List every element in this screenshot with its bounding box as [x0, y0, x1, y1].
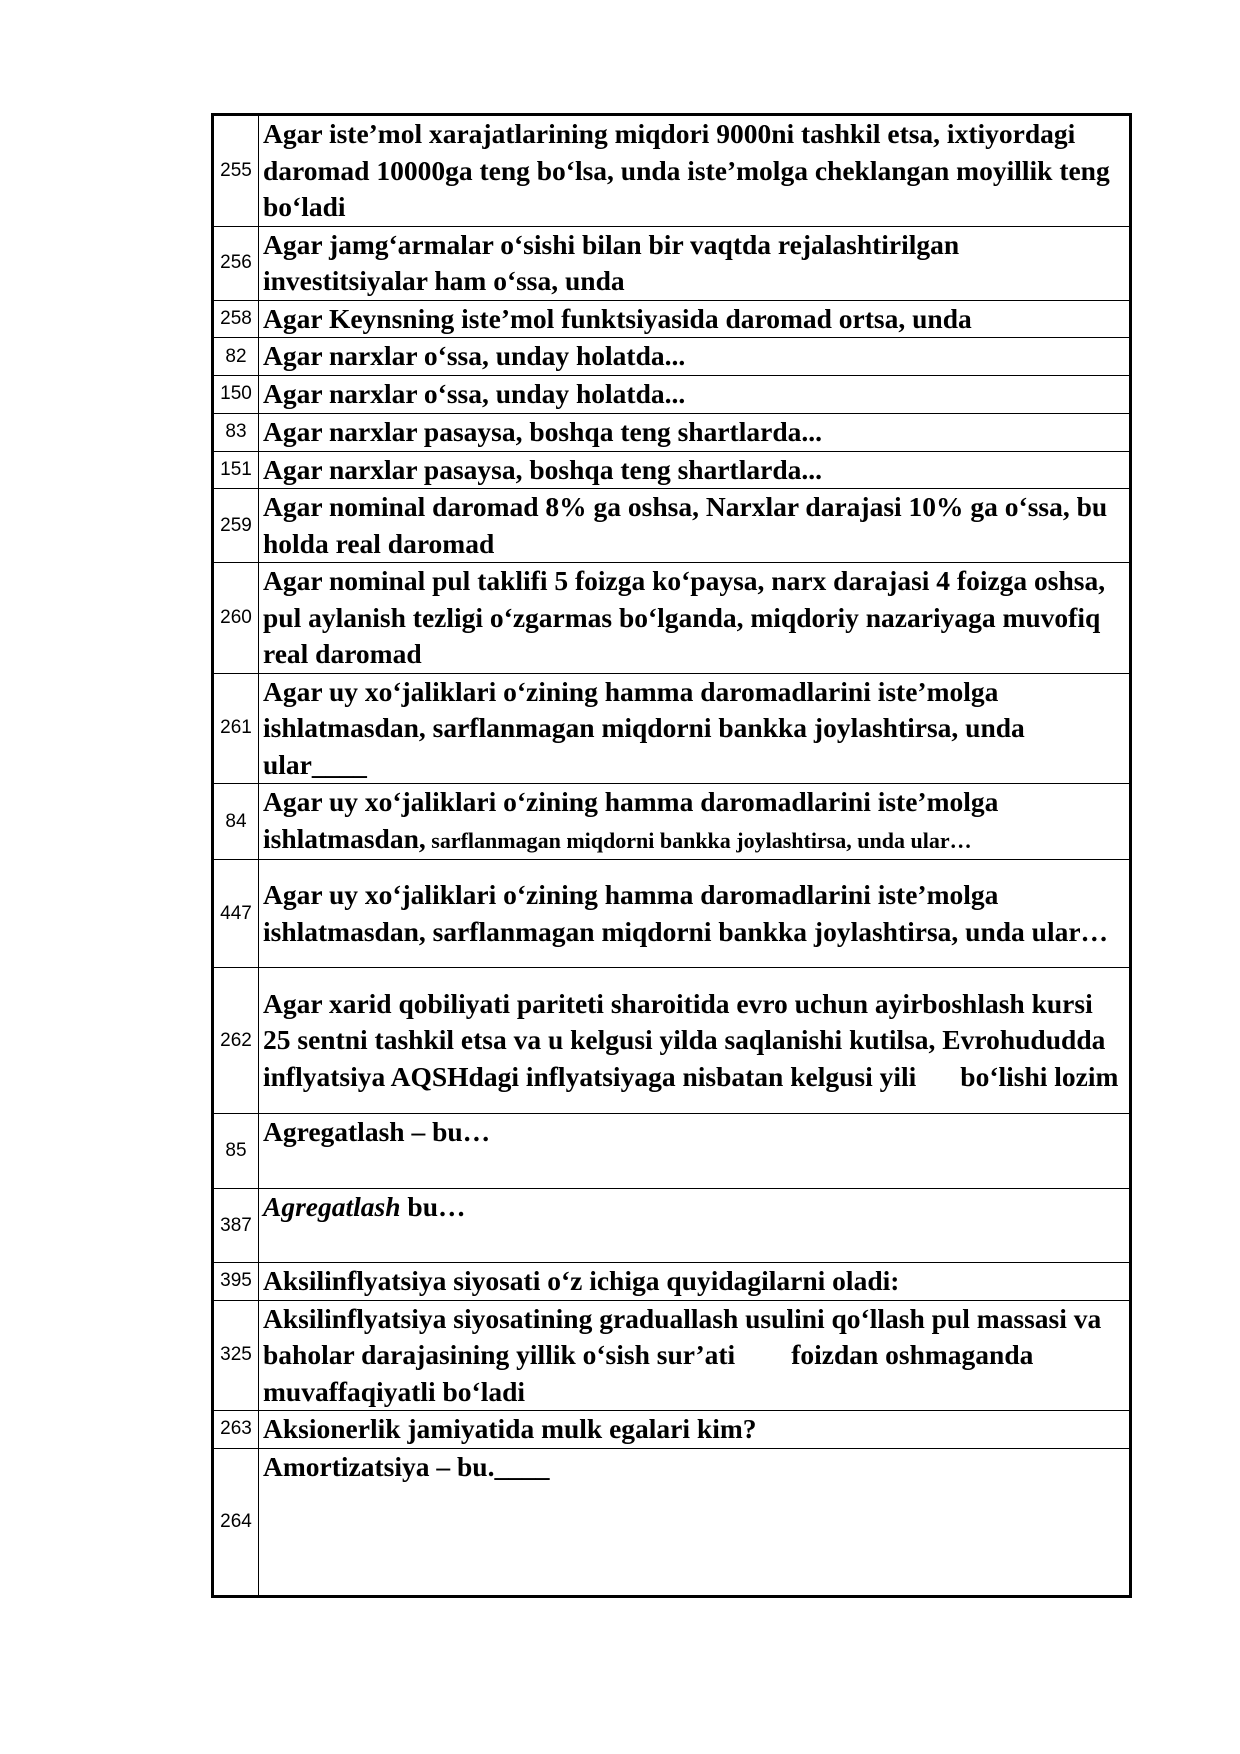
- question-text: Aksionerlik jamiyatida mulk egalari kim?: [259, 1411, 1131, 1449]
- question-text: Agar Keynsning iste’mol funktsiyasida daromad ortsa, unda: [259, 300, 1131, 338]
- question-text: Agar jamg‘armalar o‘sishi bilan bir vaqtda rejalashtirilgan investitsiyalar ham o‘ssa, unda: [259, 226, 1131, 300]
- table-row: [213, 673, 1131, 784]
- question-text: Amortizatsiya – bu.____: [259, 1448, 1131, 1596]
- question-text: Agar iste’mol xarajatlarining miqdori 9000ni tashkil etsa, ixtiyordagi daromad 10000ga teng bo‘lsa, unda iste’molga cheklangan moyillik teng bo‘ladi: [259, 115, 1131, 227]
- question-text-tail: foizdan oshmaganda muvaffaqiyatli bo‘ladi: [263, 1339, 1034, 1407]
- table-row: [213, 860, 1131, 968]
- question-number: 447: [213, 860, 259, 968]
- question-text: Agar nominal pul taklifi 5 foizga ko‘paysa, narx darajasi 4 foizga oshsa, pul aylanish tezligi o‘zgarmas bo‘lganda, miqdoriy nazariyaga muvofiq real daromad: [259, 563, 1131, 674]
- question-text: Agar narxlar pasaysa, boshqa teng shartlarda...: [259, 413, 1131, 451]
- question-text-tail: bo‘lishi lozim: [960, 1060, 1119, 1092]
- question-text-main: Agar xarid qobiliyati pariteti sharoitida evro uchun ayirboshlash kursi 25 sentni tashkil etsa va u kelgusi yilda saqlanishi kutilsa, Evrohududda inflyatsiya AQSHdagi inflyatsiyaga nisbatan kelgusi yili: [263, 987, 1106, 1092]
- question-text: [259, 784, 1131, 860]
- question-number: 262: [213, 968, 259, 1114]
- table-row: [213, 226, 1131, 300]
- question-number: 85: [213, 1114, 259, 1189]
- question-text: [259, 968, 1131, 1114]
- question-text: [259, 1189, 1131, 1263]
- table-row: [213, 563, 1131, 674]
- table-row: [213, 1411, 1131, 1449]
- question-number: 264: [213, 1448, 259, 1596]
- question-number: 150: [213, 376, 259, 414]
- table-row: [213, 451, 1131, 489]
- question-number: 387: [213, 1189, 259, 1263]
- question-number: 84: [213, 784, 259, 860]
- questions-table: [211, 113, 1132, 1598]
- question-text-italic: Agregatlash: [263, 1191, 401, 1222]
- question-text-main: Agar uy xo‘jaliklari o‘zining hamma daromadlarini iste’molga ishlatmasdan,: [263, 786, 999, 854]
- question-text-small: sarflanmagan miqdorni bankka joylashtirsa, unda ular…: [425, 827, 972, 853]
- question-text: [259, 1300, 1131, 1411]
- table-row: [213, 1189, 1131, 1263]
- question-text: Agar narxlar o‘ssa, unday holatda...: [259, 338, 1131, 376]
- question-text-main: Aksilinflyatsiya siyosatining graduallash usulini qo‘llash pul massasi va baholar darajasining yillik o‘sish sur’ati: [263, 1302, 1102, 1370]
- question-text: Aksilinflyatsiya siyosati o‘z ichiga quyidagilarni oladi:: [259, 1263, 1131, 1301]
- table-row: [213, 968, 1131, 1114]
- question-number: 259: [213, 489, 259, 563]
- question-number: 325: [213, 1300, 259, 1411]
- table-row: [213, 115, 1131, 227]
- question-number: 260: [213, 563, 259, 674]
- table-row: [213, 413, 1131, 451]
- question-number: 82: [213, 338, 259, 376]
- question-text: Agar narxlar o‘ssa, unday holatda...: [259, 376, 1131, 414]
- question-number: 256: [213, 226, 259, 300]
- question-text: Agar uy xo‘jaliklari o‘zining hamma daromadlarini iste’molga ishlatmasdan, sarflanmagan miqdorni bankka joylashtirsa, unda ular…: [259, 860, 1131, 968]
- table-row: [213, 1114, 1131, 1189]
- table-row: [213, 1448, 1131, 1596]
- question-text: Agar narxlar pasaysa, boshqa teng shartlarda...: [259, 451, 1131, 489]
- table-row: [213, 489, 1131, 563]
- table-row: [213, 300, 1131, 338]
- question-number: 261: [213, 673, 259, 784]
- question-text: Agar uy xo‘jaliklari o‘zining hamma daromadlarini iste’molga ishlatmasdan, sarflanmagan miqdorni bankka joylashtirsa, unda ular____: [259, 673, 1131, 784]
- question-text: Agregatlash – bu…: [259, 1114, 1131, 1189]
- question-text: Agar nominal daromad 8% ga oshsa, Narxlar darajasi 10% ga o‘ssa, bu holda real daromad: [259, 489, 1131, 563]
- question-number: 255: [213, 115, 259, 227]
- table-row: [213, 376, 1131, 414]
- question-number: 151: [213, 451, 259, 489]
- table-row: [213, 784, 1131, 860]
- question-number: 395: [213, 1263, 259, 1301]
- question-number: 263: [213, 1411, 259, 1449]
- question-number: 83: [213, 413, 259, 451]
- question-number: 258: [213, 300, 259, 338]
- question-text-tail: bu…: [400, 1191, 466, 1222]
- table-row: [213, 1300, 1131, 1411]
- table-row: [213, 1263, 1131, 1301]
- table-row: [213, 338, 1131, 376]
